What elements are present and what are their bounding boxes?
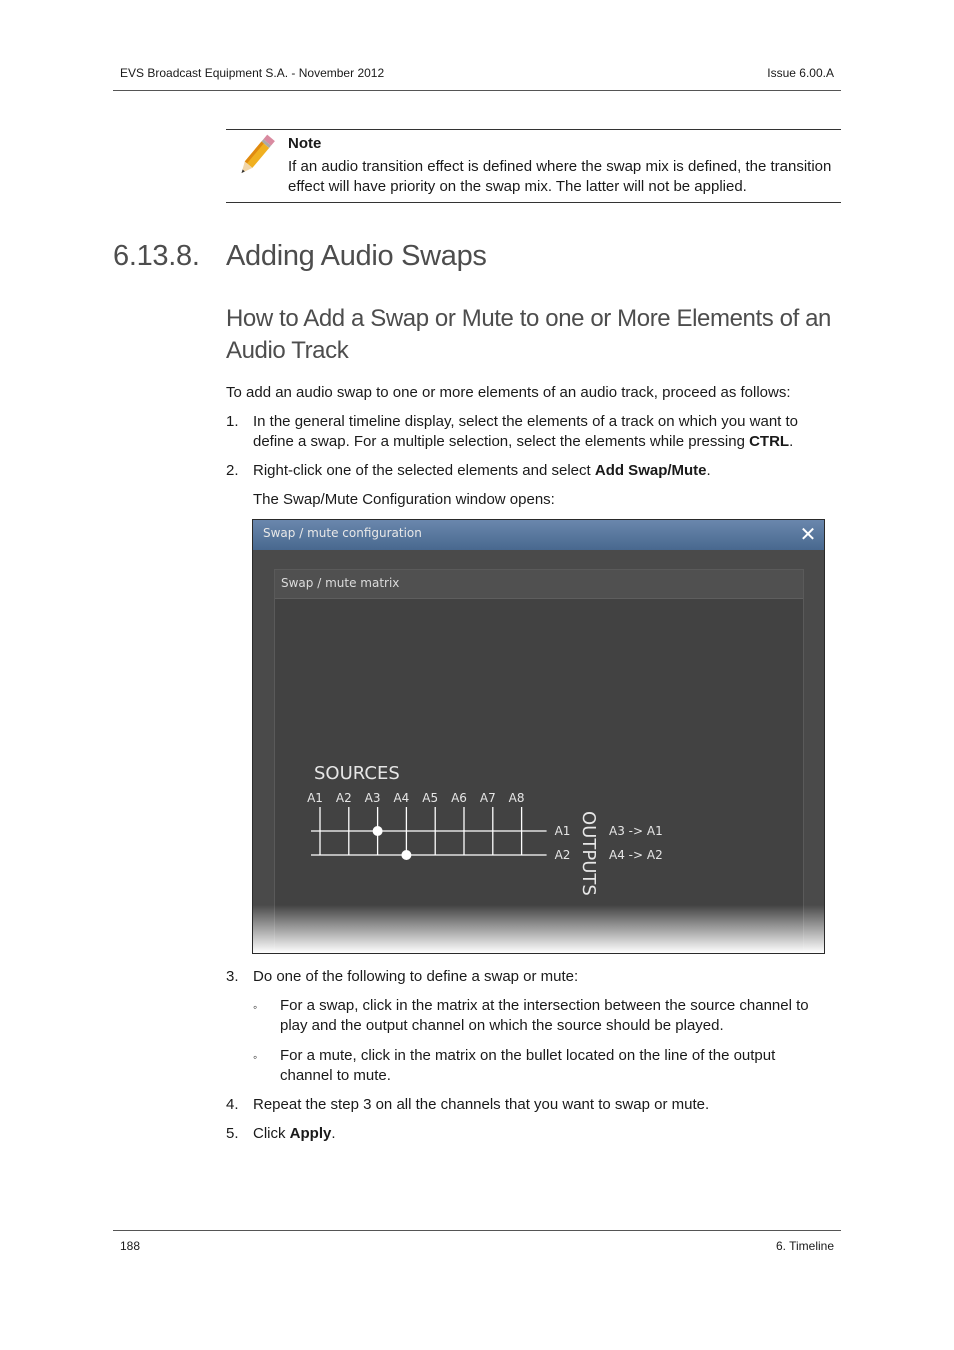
section-heading [113,240,487,273]
dialog-title: Swap / mute configuration [263,526,422,540]
bullet-text: For a swap, click in the matrix at the intersection between the source channel to play and the output channel on which the source should be played. [280,997,809,1034]
step-number: 5. [226,1125,239,1142]
source-label-a3: A3 [364,791,381,805]
section-title: Adding Audio Swaps [226,240,487,272]
header-right: Issue 6.00.A [767,66,834,80]
matrix-node-a4-a2[interactable] [401,850,411,860]
output-label-a2: A2 [554,848,571,862]
output-label-a1: A1 [554,824,571,838]
source-label-a8: A8 [508,791,525,805]
step-text: Repeat the step 3 on all the channels that you want to swap or mute. [253,1096,710,1113]
source-label-a4: A4 [393,791,410,805]
source-label-a2: A2 [335,791,352,805]
bullet-mark: ◦ [253,1050,258,1064]
matrix-node-a3-a1[interactable] [373,826,383,836]
page-header [113,66,841,91]
source-label-a7: A7 [479,791,496,805]
bullet-mark: ◦ [253,1000,258,1014]
procedure-heading: How to Add a Swap or Mute to one or More Elements of an Audio Track [226,305,832,364]
note-title: Note [288,135,322,152]
intro-paragraph: To add an audio swap to one or more elements of an audio track, proceed as follows: [226,384,791,401]
source-label-a6: A6 [451,791,467,805]
matrix-panel-title: Swap / mute matrix [281,576,400,590]
chapter-name: 6. Timeline [775,1239,834,1253]
mapping-label-a2: A4 -> A2 [609,848,663,862]
swap-matrix[interactable] [253,520,825,954]
header-left: EVS Broadcast Equipment S.A. - November 2012 [120,66,385,80]
pencil-icon [232,134,278,180]
mapping-label-a1: A3 -> A1 [609,824,663,838]
note-text: If an audio transition effect is defined where the swap mix is defined, the transition effect will have priority on the swap mix. The latter will not be applied. [288,158,832,195]
page-footer [113,1230,841,1255]
step-text: Click Apply. [253,1125,336,1142]
step-text: Right-click one of the selected elements and select Add Swap/Mute. [253,462,711,479]
source-label-a1: A1 [307,791,323,805]
close-icon[interactable]: ✕ [799,522,817,546]
section-number: 6.13.8. [113,240,200,272]
source-label-a5: A5 [422,791,439,805]
step-text: Do one of the following to define a swap or mute: [253,968,579,985]
step-number: 2. [226,462,239,479]
step-text: In the general timeline display, select the elements of a track on which you want to define a swap. For a multiple selection, select the elements while pressing CTRL. [253,413,799,450]
screenshot-fade [253,905,824,953]
bullet-text: For a mute, click in the matrix on the bullet located on the line of the output channel to mute. [280,1047,776,1084]
step-number: 3. [226,968,239,985]
step-2-followup: The Swap/Mute Configuration window opens: [253,491,555,508]
sources-label: SOURCES [314,763,400,784]
outputs-label: OUTPUTS [578,811,599,896]
step-number: 1. [226,413,239,430]
page-number: 188 [120,1239,141,1253]
note-box [226,129,841,203]
step-number: 4. [226,1096,239,1113]
swap-mute-dialog-screenshot [252,519,825,954]
